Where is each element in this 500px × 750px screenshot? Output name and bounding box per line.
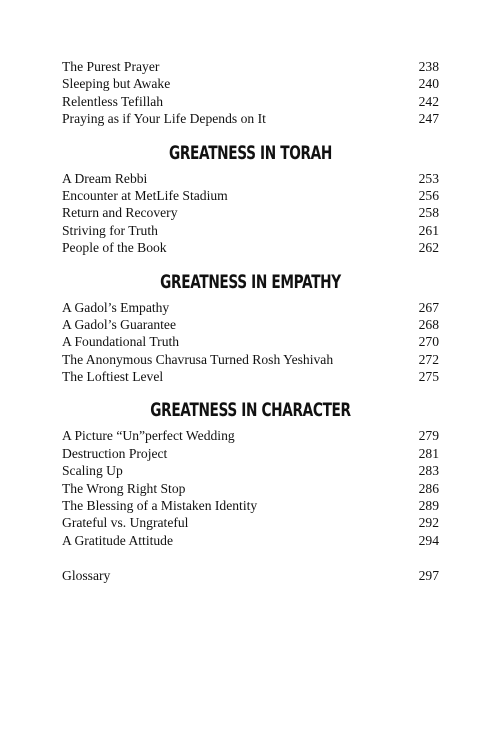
section-heading: GREATNESS IN TORAH: [169, 141, 332, 164]
entry-title: The Anonymous Chavrusa Turned Rosh Yeshivah: [62, 351, 334, 367]
entry-page: 267: [418, 299, 439, 315]
entry-title: The Purest Prayer: [62, 59, 160, 74]
entry-page: 297: [418, 568, 439, 584]
entry-title: Praying as if Your Life Depends on It: [62, 111, 266, 127]
toc-entry: [62, 93, 439, 110]
entry-page: 262: [418, 240, 439, 256]
entry-title: Grateful vs. Ungrateful: [62, 515, 189, 531]
glossary-entry-group: [62, 567, 439, 584]
entry-page: 268: [418, 316, 439, 332]
toc-entry: [62, 239, 439, 256]
entry-page: 242: [418, 93, 439, 109]
entry-title: A Gadol’s Empathy: [62, 299, 170, 315]
entry-page: 272: [418, 351, 439, 367]
toc-entry: [62, 299, 439, 316]
entry-title: A Picture “Un”perfect Wedding: [62, 428, 235, 444]
entry-title: People of the Book: [62, 240, 167, 256]
toc-entry: [62, 514, 439, 531]
entry-title: Relentless Tefillah: [62, 93, 164, 109]
entry-page: 240: [418, 76, 439, 92]
entry-title: Encounter at MetLife Stadium: [62, 187, 228, 203]
entry-page: 261: [418, 222, 439, 238]
toc-entry: [62, 110, 439, 127]
entry-title: The Loftiest Level: [62, 369, 164, 385]
section-heading: GREATNESS IN EMPATHY: [160, 270, 341, 293]
entry-page: 275: [418, 369, 439, 385]
toc-entry: [62, 368, 439, 385]
entry-page: 279: [418, 428, 439, 444]
entry-page: 238: [418, 59, 439, 74]
toc-entry: [62, 170, 439, 187]
toc-entry: [62, 351, 439, 368]
entry-title: The Wrong Right Stop: [62, 480, 186, 496]
entry-title: Return and Recovery: [62, 205, 178, 221]
toc-entry: [62, 187, 439, 204]
entry-page: 256: [418, 187, 439, 203]
entry-page: 283: [418, 463, 439, 479]
toc-entry: [62, 204, 439, 221]
entry-page: 294: [418, 532, 439, 548]
toc-entry: [62, 462, 439, 479]
toc-entry: [62, 532, 439, 549]
entry-page: 270: [418, 334, 439, 350]
entry-title: A Dream Rebbi: [62, 170, 148, 186]
entry-page: 289: [418, 498, 439, 514]
section-empathy: [62, 272, 439, 386]
toc-entry: [62, 480, 439, 497]
toc-entry: [62, 497, 439, 514]
entry-title: The Blessing of a Mistaken Identity: [62, 498, 258, 514]
entry-page: 253: [418, 170, 439, 186]
entry-page: 258: [418, 205, 439, 221]
toc-entry: [62, 333, 439, 350]
toc-entry: [62, 58, 439, 75]
entry-title: Striving for Truth: [62, 222, 158, 238]
entry-title: A Foundational Truth: [62, 334, 180, 350]
section-torah: [62, 143, 439, 257]
toc-entry: [62, 445, 439, 462]
entry-page: 247: [418, 111, 439, 127]
entry-title: A Gratitude Attitude: [62, 532, 173, 548]
section-heading: GREATNESS IN CHARACTER: [150, 399, 351, 422]
entry-title: Destruction Project: [62, 445, 168, 461]
entry-title: A Gadol’s Guarantee: [62, 316, 176, 332]
entry-title: Sleeping but Awake: [62, 76, 171, 92]
section-character: [62, 400, 439, 549]
entry-page: 292: [418, 515, 439, 531]
glossary-entry: [62, 567, 439, 584]
toc-entry: [62, 316, 439, 333]
entry-page: 281: [418, 445, 439, 461]
toc-entry: [62, 222, 439, 239]
toc-entry: [62, 75, 439, 92]
entry-title: Glossary: [62, 568, 111, 584]
entry-title: Scaling Up: [62, 463, 123, 479]
entry-page: 286: [418, 480, 439, 496]
toc-entry: [62, 427, 439, 444]
intro-entries: [62, 58, 439, 128]
table-of-contents: [62, 58, 439, 585]
